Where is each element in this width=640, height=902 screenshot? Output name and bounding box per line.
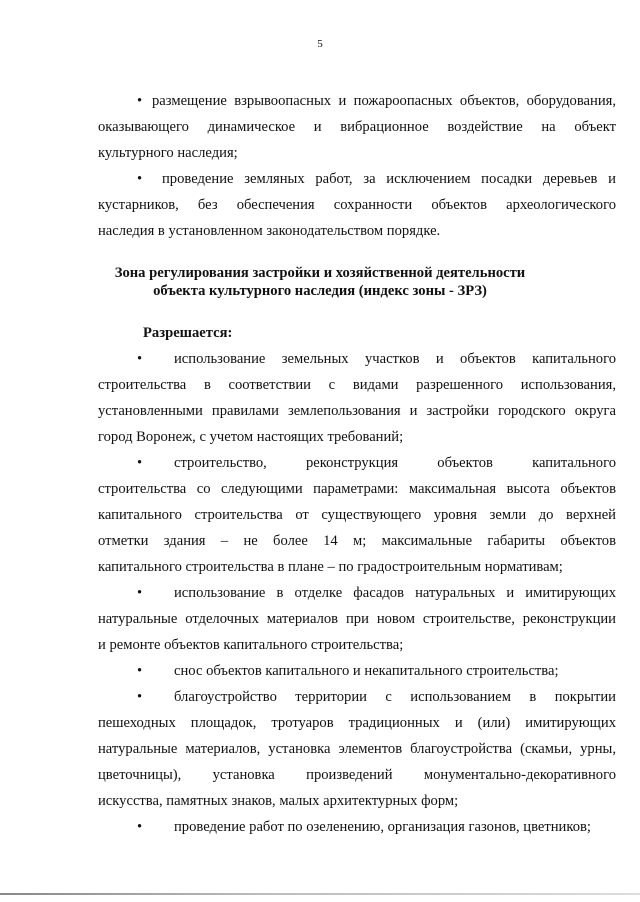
section-heading: объекта культурного наследия (индекс зоны - ЗРЗ) (153, 283, 487, 299)
paragraph-line: установленными правилами землепользования и застройки городского округа (98, 403, 616, 419)
paragraph-line: наследия в установленном законодательством порядке. (98, 223, 441, 239)
paragraph-line: кустарников, без обеспечения сохранности объектов археологического (98, 197, 616, 213)
paragraph-line: оказывающего динамическое и вибрационное воздействие на объект (98, 119, 616, 135)
allowed-label: Разрешается: (143, 325, 233, 341)
bullet-marker: • (137, 171, 143, 187)
paragraph-line: строительство, реконструкция объектов капитального (174, 455, 616, 471)
bullet-marker: • (137, 819, 143, 835)
bullet-marker: • (137, 663, 143, 679)
paragraph-line: культурного наследия; (98, 145, 238, 161)
section-heading: Зона регулирования застройки и хозяйственной деятельности (114, 265, 526, 281)
scan-edge-line (0, 893, 640, 895)
paragraph-line: благоустройство территории с использованием в покрытии (174, 689, 616, 705)
paragraph-line: и ремонте объектов капитального строительства; (98, 637, 404, 653)
paragraph-line: размещение взрывоопасных и пожароопасных объектов, оборудования, (152, 93, 616, 109)
paragraph-line: проведение работ по озеленению, организация газонов, цветников; (174, 819, 591, 835)
paragraph-line: капитального строительства в плане – по градостроительным нормативам; (98, 559, 563, 575)
paragraph-line: снос объектов капитального и некапитального строительства; (174, 663, 559, 679)
paragraph-line: город Воронеж, с учетом настоящих требований; (98, 429, 404, 445)
paragraph-line: строительства со следующими параметрами: максимальная высота объектов (98, 481, 616, 497)
bullet-marker: • (137, 689, 143, 705)
paragraph-line: цветочницы), установка произведений монументально-декоративного (98, 767, 616, 783)
paragraph-line: использование земельных участков и объектов капитального (174, 351, 616, 367)
paragraph-line: натуральные отделочных материалов при новом строительстве, реконструкции (98, 611, 616, 627)
paragraph-line: искусства, памятных знаков, малых архитектурных форм; (98, 793, 459, 809)
bullet-marker: • (137, 455, 143, 471)
paragraph-line: капитального строительства от существующего уровня земли до верхней (98, 507, 616, 523)
paragraph-line: пешеходных площадок, тротуаров традиционных и (или) имитирующих (98, 715, 616, 731)
page-number: 5 (317, 38, 323, 50)
bullet-marker: • (137, 585, 143, 601)
paragraph-line: натуральные материалов, установка элементов благоустройства (скамьи, урны, (98, 741, 616, 757)
paragraph-line: проведение земляных работ, за исключением посадки деревьев и (162, 171, 616, 187)
paragraph-line: строительства в соответствии с видами разрешенного использования, (98, 377, 616, 393)
bullet-marker: • (137, 351, 143, 367)
paragraph-line: отметки здания – не более 14 м; максимальные габариты объектов (98, 533, 616, 549)
paragraph-line: использование в отделке фасадов натуральных и имитирующих (174, 585, 616, 601)
bullet-marker: • (137, 93, 143, 109)
